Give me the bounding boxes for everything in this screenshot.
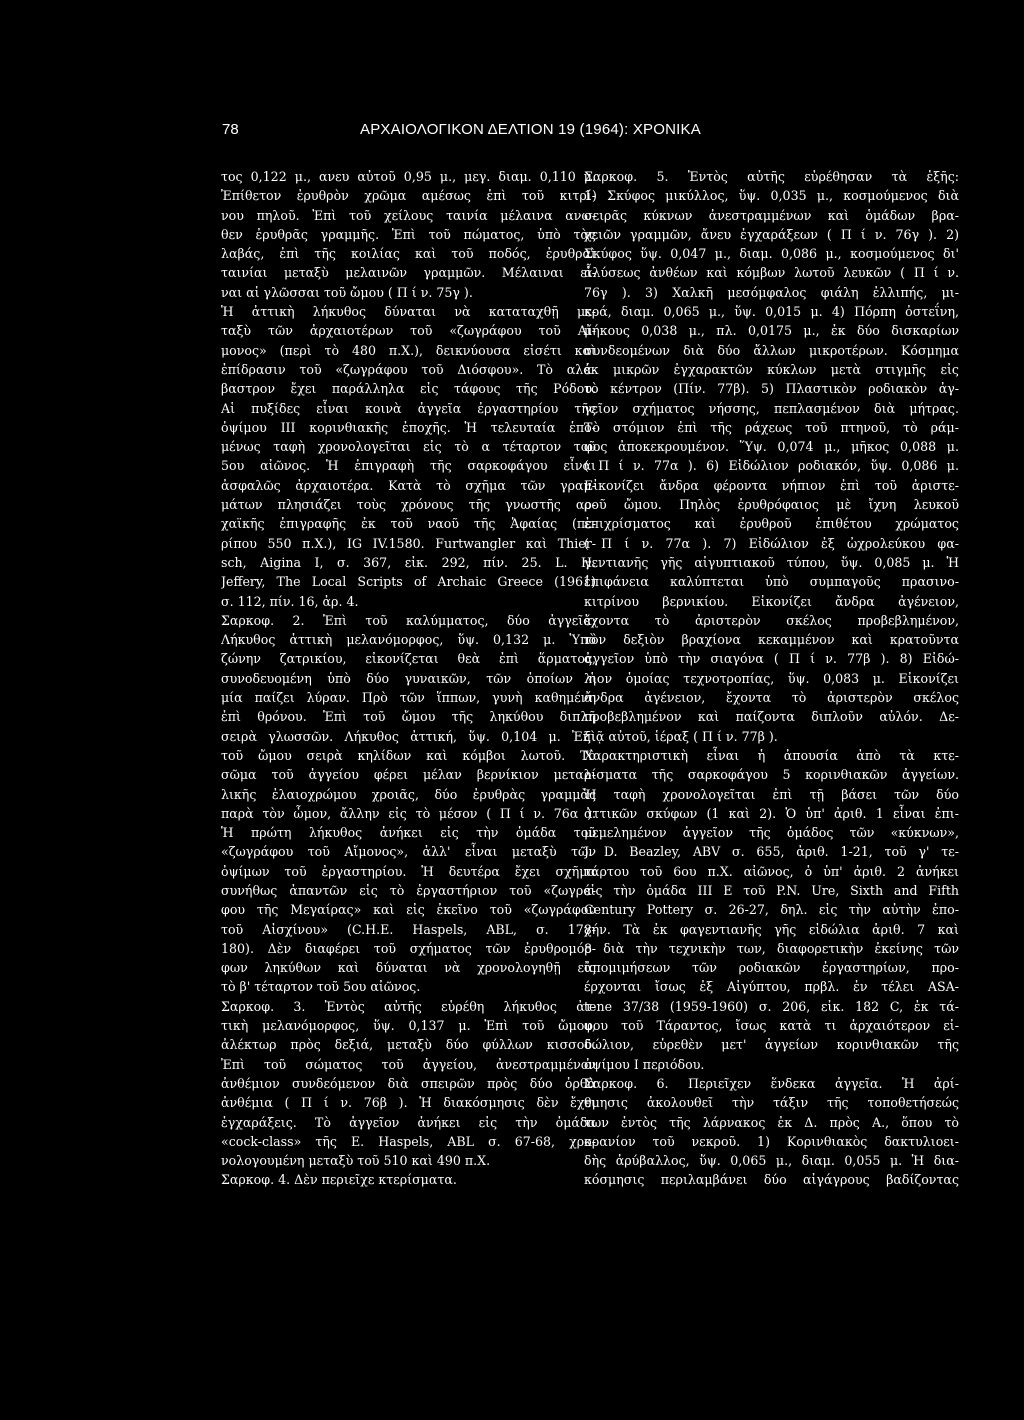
text-line: τὸ κέντρον (Πίν. 77β). 5) Πλαστικὸν ροδιακὸν ἀγ-: [584, 381, 959, 397]
text-line: Ἐπὶ τοῦ σώματος τοῦ ἀγγείου, ἀνεστραμμένον: [221, 1056, 596, 1072]
text-line: χήν. Τὰ ἐκ φαγεντιανῆς γῆς εἰδώλια ἀριθ. 7 καὶ: [584, 921, 959, 937]
text-line: τάρτου τοῦ 6ου π.Χ. αἰῶνος, ὁ ὑπ' ἀριθ. 2 ἀνήκει: [584, 863, 959, 879]
text-line: νολογουμένη μεταξὺ τοῦ 510 καὶ 490 π.Χ.: [221, 1153, 491, 1169]
text-line: Λήκυθος ἀττικὴ μελανόμορφος, ὕψ. 0,132 μ. Ὑπὸ: [221, 632, 596, 648]
text-line: Σαρκοφ. 2. Ἐπὶ τοῦ καλύμματος, δύο ἀγγεῖα:: [221, 612, 596, 628]
text-line: δώλιον, εὑρεθὲν μετ' ἀγγείων κορινθιακῶν τῆς: [584, 1037, 959, 1053]
text-line: θμησις ἀκολουθεῖ τὴν τάξιν τῆς τοποθετήσεώς: [584, 1095, 959, 1111]
text-line: ἀνθέμιον συνδεόμενον διὰ σπειρῶν πρὸς δύο ὀρθὰ: [221, 1075, 596, 1091]
text-line: ταξὺ τῶν ἀρχαιοτέρων τοῦ «ζωγράφου τοῦ Αἴ-: [221, 323, 596, 339]
text-line: συνδεομένων διὰ δύο ἄλλων μικροτέρων. Κόσμημα: [584, 342, 959, 358]
text-line: κρά, διαμ. 0,065 μ., ὕψ. 0,015 μ. 4) Πόρπη ὀστεΐνη,: [584, 304, 959, 320]
left-column: [221, 167, 596, 1190]
text-line: χαϊκῆς ἐπιγραφῆς ἐκ τοῦ ναοῦ τῆς Ἀφαίας (πε-: [221, 516, 596, 532]
text-line: τικὴ μελανόμορφος, ὕψ. 0,137 μ. Ἐπὶ τοῦ ὤμου,: [221, 1018, 596, 1034]
text-line: ἁλύσεως ἀνθέων καὶ κόμβων λωτοῦ λευκῶν ( Π ί ν.: [584, 265, 959, 281]
text-line: μία παίζει λύραν. Πρὸ τῶν ἵππων, γυνὴ καθημένη: [221, 690, 596, 706]
text-line: τος 0,122 μ., ανευ αὐτοῦ 0,95 μ., μεγ. διαμ. 0,110 μ.: [221, 169, 596, 184]
text-line: Χαρακτηριστικὴ εἶναι ἡ ἀπουσία ἀπὸ τὰ κτε-: [584, 747, 959, 763]
text-line: παρὰ τὸν ὦμον, ἄλλην εἰς τὸ μέσον ( Π ί ν. 76α ).: [221, 805, 596, 821]
text-line: χειῶν γραμμῶν, ἄνευ ἐγχαράξεων ( Π ί ν. 76γ ). 2): [584, 226, 959, 242]
right-column: [584, 167, 959, 1190]
text-line: Αἱ πυξίδες εἶναι κοινὰ ἀγγεῖα ἐργαστηρίου τῆς: [221, 400, 596, 416]
text-line: μένως ταφὴ χρονολογεῖται εἰς τὸ α τέταρτον τοῦ: [221, 439, 596, 455]
running-title: ΑΡΧΑΙΟΛΟΓΙΚΟΝ ΔΕΛΤΙΟΝ 19 (1964): ΧΡΟΝΙΚΑ: [360, 121, 701, 138]
text-line: σῶμα τοῦ ἀγγείου φέρει μέλαν βερνίκιον μεταλ-: [221, 767, 596, 783]
text-line: ἐγχαράξεις. Τὸ ἀγγεῖον ἀνήκει εἰς τὴν ὁμάδα: [221, 1114, 596, 1130]
text-line: Ἐπίθετον ἐρυθρὸν χρῶμα αμέσως ἐπὶ τοῦ κιτρί-: [221, 188, 596, 204]
text-line: ἀττικῶν σκύφων (1 καὶ 2). Ὁ ὑπ' ἀριθ. 1 εἶναι ἐπι-: [584, 805, 959, 821]
page-number: 78: [222, 121, 239, 138]
text-line: σ. 112, πίν. 16, ἀρ. 4.: [221, 593, 359, 609]
text-line: φου τῆς Μεγαίρας» καὶ εἰς ἐκεῖνο τοῦ «ζωγράφου: [221, 902, 596, 918]
text-line: γεντιανῆς γῆς αἰγυπτιακοῦ τύπου, ὕψ. 0,085 μ. Ἡ: [584, 554, 959, 570]
text-line: σειρὰ γλωσσῶν. Λήκυθος ἀττική, ὕψ. 0,104 μ. Ἐπὶ: [221, 728, 596, 744]
text-line: κόσμησις περιλαμβάνει δύο αἰγάγρους βαδίζοντας: [584, 1172, 959, 1188]
text-line: Σαρκοφ. 3. Ἐντὸς αὐτῆς εὑρέθη λήκυθος ἀτ-: [221, 998, 596, 1014]
text-line: λιον ὁμοίας τεχνοτροπίας, ὕψ. 0,083 μ. Εἰκονίζει: [584, 670, 959, 686]
text-line: λικῆς ἐλαιοχρώμου χροιᾶς, δύο ἐρυθρὰς γραμμὰς: [221, 786, 596, 802]
text-line: 76γ ). 3) Χαλκῆ μεσόμφαλος φιάλη ἐλλιπής, μι-: [584, 284, 959, 300]
text-line: Σαρκοφ. 4. Δὲν περιεῖχε κτερίσματα.: [221, 1172, 457, 1188]
text-line: ταινίαι μεταξὺ μελαινῶν γραμμῶν. Μέλαιναι εἶ-: [221, 265, 596, 281]
text-line: συνοδευομένη ὑπὸ δύο γυναικῶν, τῶν ὁποίων ἡ: [221, 670, 596, 686]
text-line: «ζωγράφου τοῦ Αἴμονος», ἀλλ' εἶναι μεταξὺ τῶν: [221, 844, 596, 860]
text-line: 180). Δὲν διαφέρει τοῦ σχήματος τῶν ἐρυθρομόρ-: [221, 940, 596, 956]
text-line: ροῦ ὤμου. Πηλὸς ἐρυθρόφαιος μὲ ἴχνη λευκοῦ: [584, 497, 959, 513]
text-line: τοῦ Αἰσχίνου» (C.H.E. Haspels, ABL, σ. 178-: [221, 921, 596, 937]
text-line: μάτων πλησιάζει τοὺς χρόνους τῆς γνωστῆς αρ-: [221, 497, 596, 513]
text-line: φος ἀποκεκρουμένον. Ὕψ. 0,074 μ., μῆκος 0,088 μ.: [584, 439, 959, 455]
text-line: 8 διὰ τὴν τεχνικὴν των, διαφορετικὴν ἐκείνης τῶν: [584, 940, 959, 956]
text-line: ἄνδρα ἀγένειον, ἔχοντα τὸ ἀριστερὸν σκέλος: [584, 690, 959, 706]
text-line: βαστρον ἔχει παράλληλα εἰς τάφους τῆς Ρόδου.: [221, 381, 596, 397]
text-line: ὀψίμου III κορινθιακῆς ἐποχῆς. Ἡ τελευταία ἑπο-: [221, 419, 596, 435]
text-line: νου πηλοῦ. Ἐπὶ τοῦ χείλους ταινία μέλαινα ανω-: [221, 207, 596, 223]
text-line: τοῦ ὤμου σειρὰ κηλίδων καὶ κόμβοι λωτοῦ. Τὸ: [221, 747, 596, 763]
text-line: ἀνθέμια ( Π ί ν. 76β ). Ἡ διακόσμησις δὲν ἔχει: [221, 1095, 596, 1111]
text-line: φων ληκύθων καὶ δύναται νὰ χρονολογηθῇ εἰς: [221, 960, 596, 976]
text-line: δὴς ἀρύβαλλος, ὕψ. 0,065 μ., διαμ. 0,055 μ. Ἡ δια-: [584, 1153, 959, 1169]
text-line: ἐπιχρίσματος καὶ ἐρυθροῦ ἐπιθέτου χρώματος: [584, 516, 959, 532]
text-line: tene 37/38 (1959-1960) σ. 206, εἰκ. 182 C, ἐκ τά-: [584, 998, 959, 1014]
text-line: J. D. Beazley, ABV σ. 655, ἀριθ. 1-21, τοῦ γ' τε-: [584, 844, 959, 860]
text-line: ἐπὶ θρόνου. Ἐπὶ τοῦ ὤμου τῆς ληκύθου διπλῆ: [221, 709, 596, 725]
text-line: κρανίον τοῦ νεκροῦ. 1) Κορινθιακὸς δακτυλιοει-: [584, 1133, 959, 1149]
text-line: ξιᾷ αὐτοῦ, ἱέραξ ( Π ί ν. 77β ).: [584, 728, 778, 744]
text-line: εἰς τὴν ὁμάδα III E τοῦ P.N. Ure, Sixth and Fifth: [584, 882, 959, 898]
text-line: γεῖον σχήματος νήσσης, πεπλασμένον διὰ μήτρας.: [584, 400, 959, 416]
text-line: λαβάς, ἐπὶ τῆς κοιλίας καὶ τοῦ ποδός, ἐρυθραὶ: [221, 246, 596, 262]
text-line: Τὸ στόμιον ἐπὶ τῆς ράχεως τοῦ πτηνοῦ, τὸ ράμ-: [584, 419, 959, 435]
text-line: Σαρκοφ. 5. Ἐντὸς αὐτῆς εὑρέθησαν τὰ ἑξῆς:: [584, 169, 959, 184]
text-line: τὸν δεξιὸν βραχίονα κεκαμμένον καὶ κρατοῦντα: [584, 632, 959, 648]
text-line: Σαρκοφ. 6. Περιεῖχεν ἕνδεκα ἀγγεῖα. Ἡ ἀρί-: [584, 1075, 959, 1091]
text-line: έρχονται ἴσως ἐξ Αἰγύπτου, πρβλ. ἐν τέλει ASA-: [584, 979, 959, 995]
text-line: μήκους 0,038 μ., πλ. 0,0175 μ., ἐκ δύο δισκαρίων: [584, 323, 959, 339]
text-line: ἐπίδρασιν τοῦ «ζωγράφου τοῦ Διόσφου». Τὸ αλά-: [221, 361, 596, 377]
text-line: ἐκ μικρῶν ἐγχαρακτῶν κύκλων μετὰ στιγμῆς εἰς: [584, 361, 959, 377]
text-line: προβεβλημένον καὶ παίζοντα διπλοῦν αὐλόν. Δε-: [584, 709, 959, 725]
text-line: των ἐντὸς τῆς λάρνακος ἐκ Δ. πρὸς Α., ὅπου τὸ: [584, 1114, 959, 1130]
text-line: ἀπομιμήσεων τῶν ροδιακῶν ἐργαστηρίων, προ-: [584, 960, 959, 976]
text-line: ναι αἱ γλῶσσαι τοῦ ὤμου ( Π ί ν. 75γ ).: [221, 284, 473, 300]
text-line: Σκύφος ὕψ. 0,047 μ., διαμ. 0,086 μ., κοσμούμενος δι': [584, 246, 959, 262]
text-line: sch, Aigina I, σ. 367, εἰκ. 292, πίν. 25. L. H.: [221, 554, 596, 570]
text-line: φου τοῦ Τάραντος, ἴσως κατὰ τι ἀρχαιότερον εἰ-: [584, 1018, 959, 1034]
text-line: ἀσφαλῶς ἀρχαιοτέρα. Κατὰ τὸ σχῆμα τῶν γραμ-: [221, 477, 596, 493]
text-line: 1) Σκύφος μικύλλος, ὕψ. 0,035 μ., κοσμούμενος διὰ: [584, 188, 959, 204]
text-line: ὀψίμων τοῦ ἐργαστηρίου. Ἡ δευτέρα ἔχει σχῆμα: [221, 863, 596, 879]
text-line: Ἡ ἀττικὴ λήκυθος δύναται νὰ καταταχθῇ με-: [221, 304, 596, 320]
text-line: μεμελημένον ἀγγεῖον τῆς ὁμάδος τῶν «κύκνων»,: [584, 825, 959, 841]
text-line: ( Π ί ν. 77α ). 6) Εἰδώλιον ροδιακόν, ὕψ. 0,086 μ.: [584, 458, 959, 474]
text-line: ζώνην ζατρικίου, εἰκονίζεται θεὰ ἐπὶ ἅρματος,: [221, 651, 596, 667]
text-line: ρίπου 550 π.Χ.), IG IV.1580. Furtwangler καὶ Thier-: [221, 535, 596, 551]
text-line: ἔχοντα τὸ ἀριστερὸν σκέλος προβεβλημένον,: [584, 612, 959, 628]
text-line: ἀγγεῖον ὑπὸ τὴν σιαγόνα ( Π ί ν. 77β ). 8) Εἰδώ-: [584, 651, 959, 667]
text-line: Century Pottery σ. 26-27, δηλ. εἰς τὴν αὐτὴν ἐπο-: [584, 902, 959, 918]
text-line: συνήθως ἀπαντῶν εἰς τὸ ἐργαστήριον τοῦ «ζωγρά-: [221, 882, 596, 898]
text-line: θεν ἐρυθρᾶς γραμμῆς. Ἐπὶ τοῦ πώματος, ὑπὸ τὰς: [221, 226, 596, 242]
text-line: ὀψίμου I περιόδου.: [584, 1056, 705, 1072]
text-line: ἀλέκτωρ πρὸς δεξιά, μεταξὺ δύο φύλλων κισσοῦ.: [221, 1037, 596, 1053]
text-line: ρίσματα τῆς σαρκοφάγου 5 κορινθιακῶν ἀγγείων.: [584, 767, 959, 783]
text-line: ( Π ί ν. 77α ). 7) Εἰδώλιον ἐξ ὠχρολεύκου φα-: [584, 535, 959, 551]
text-line: μονος» (περὶ τὸ 480 π.Χ.), δεικνύουσα εἰσέτι καὶ: [221, 342, 596, 358]
text-line: Εἰκονίζει ἄνδρα φέροντα νήπιον ἐπὶ τοῦ ἀριστε-: [584, 477, 959, 493]
text-line: σειρᾶς κύκνων ἀνεστραμμένων καὶ ὁμάδων βρα-: [584, 207, 959, 223]
text-line: Ἡ πρώτη λήκυθος ἀνήκει εἰς τὴν ὁμάδα τοῦ: [221, 825, 596, 841]
text-line: Jeffery, The Local Scripts of Archaic Greece (1961): [221, 574, 596, 590]
text-line: ἐπιφάνεια καλύπτεται ὑπὸ συμπαγοῦς πρασινο-: [584, 574, 959, 590]
text-line: τὸ β' τέταρτον τοῦ 5ου αἰῶνος.: [221, 979, 421, 995]
text-line: Ἡ ταφὴ χρονολογεῖται ἐπὶ τῇ βάσει τῶν δύο: [584, 786, 959, 802]
text-line: κιτρίνου βερνικίου. Εἰκονίζει ἄνδρα ἀγένειον,: [584, 593, 959, 609]
text-line: «cock-class» τῆς E. Haspels, ABL σ. 67-68, χρο-: [221, 1133, 596, 1149]
text-line: 5ου αἰῶνος. Ἡ ἐπιγραφὴ τῆς σαρκοφάγου εἶναι: [221, 458, 596, 474]
